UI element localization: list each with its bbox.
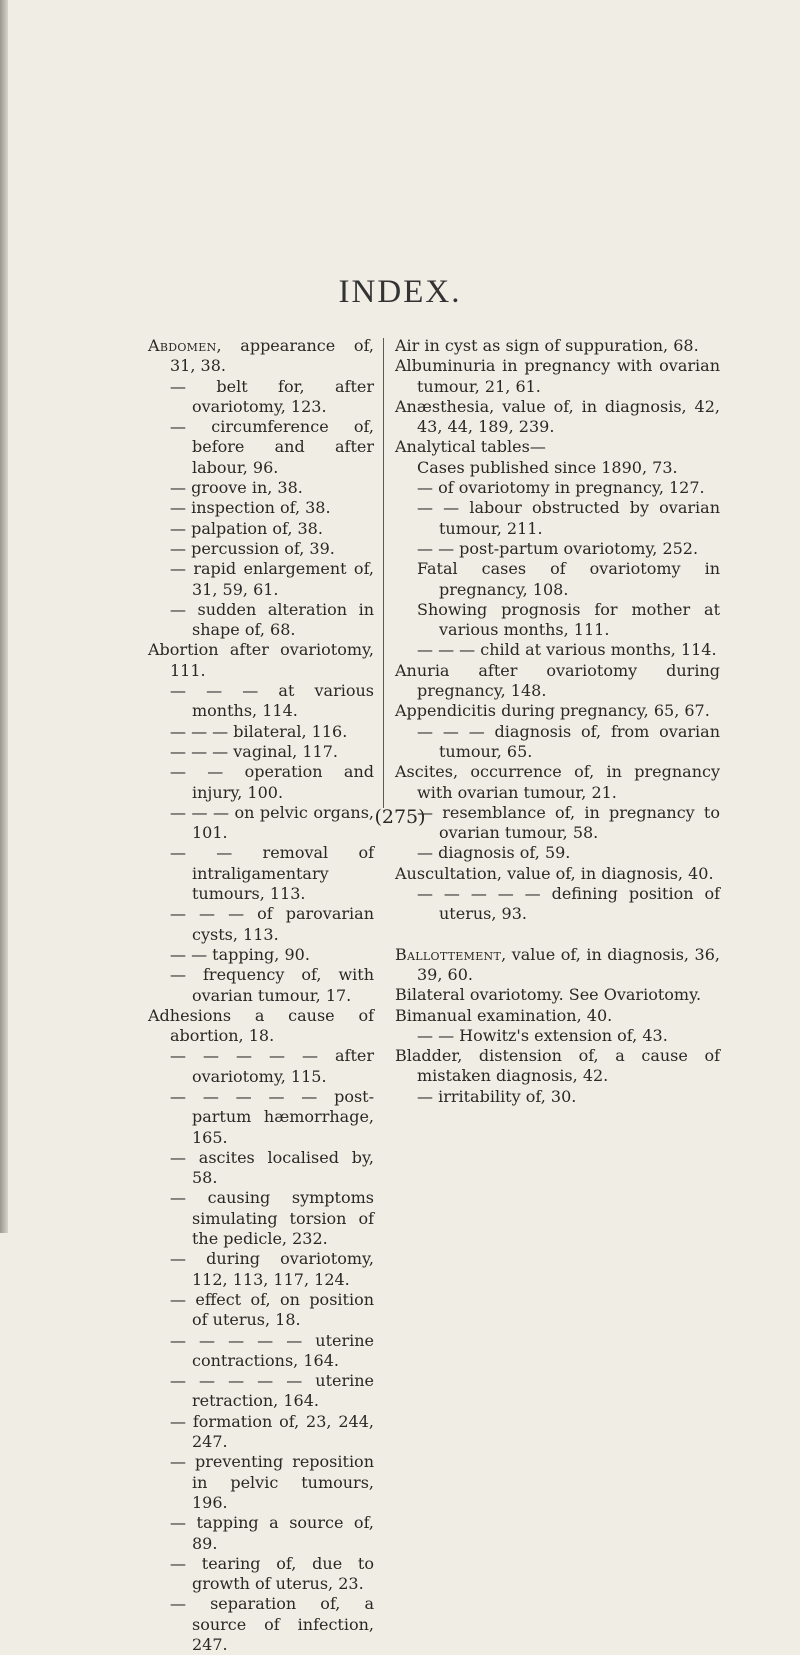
- index-entry: [395, 498, 720, 539]
- index-entry: [395, 1046, 720, 1087]
- index-entry-text: — — — — — post-partum hæmorrhage, 165.: [170, 1086, 374, 1147]
- index-entry-text: — palpation of, 38.: [170, 518, 323, 538]
- index-entry-text: — of ovariotomy in pregnancy, 127.: [417, 478, 705, 498]
- index-entry: [148, 640, 374, 681]
- index-entry: [148, 945, 374, 965]
- index-entry-text: — — — — — uterine retraction, 164.: [170, 1371, 374, 1411]
- index-entry: [148, 1148, 374, 1189]
- index-entry-text: — — — on pelvic organs, 101.: [170, 802, 374, 843]
- index-entry: [395, 945, 720, 986]
- index-entry: [148, 478, 374, 498]
- index-gap: [395, 925, 720, 945]
- index-entry: [395, 1087, 720, 1107]
- index-entry: [148, 762, 374, 803]
- index-entry: [148, 1331, 374, 1372]
- index-entry-text: Bladder, distension of, a cause of mistaken diagnosis, 42.: [395, 1046, 720, 1086]
- index-entry-text: — — Howitz's extension of, 43.: [417, 1025, 668, 1045]
- index-entry-text: Anæsthesia, value of, in diagnosis, 42, 43, 44, 189, 239.: [395, 396, 720, 437]
- index-entry: [148, 377, 374, 418]
- index-entry-text: , appearance of, 31, 38.: [170, 336, 374, 376]
- index-entry-text: — resemblance of, in pregnancy to ovarian tumour, 58.: [417, 802, 720, 843]
- index-entry-text: Fatal cases of ovariotomy in pregnancy, 108.: [417, 559, 720, 599]
- index-entry-text: — — — — — after ovariotomy, 115.: [170, 1046, 374, 1086]
- index-entry-text: — — — — — defining position of uterus, 93.: [417, 884, 720, 924]
- index-entry: [395, 478, 720, 498]
- index-entry: [395, 437, 720, 457]
- index-entry-text: Air in cyst as sign of suppuration, 68.: [395, 336, 699, 355]
- index-entry: [148, 600, 374, 641]
- index-entry-text: — irritability of, 30.: [417, 1086, 577, 1106]
- index-entry-text: Abortion after ovariotomy, 111.: [148, 640, 374, 680]
- index-entry: [395, 1026, 720, 1046]
- index-entry-text: — effect of, on position of uterus, 18.: [170, 1289, 374, 1330]
- index-entry-text: Adhesions a cause of abortion, 18.: [148, 1005, 374, 1046]
- index-entry-text: Ascites, occurrence of, in pregnancy with ovarian tumour, 21.: [395, 762, 720, 802]
- index-entry: [395, 356, 720, 397]
- index-entry: [148, 1513, 374, 1554]
- index-column-right: [395, 336, 720, 1107]
- index-entry: [148, 681, 374, 722]
- index-entry-text: — — — diagnosis of, from ovarian tumour, 65.: [417, 721, 720, 761]
- index-entry: [395, 985, 720, 1005]
- index-entry: [148, 498, 374, 518]
- index-entry: [148, 904, 374, 945]
- index-entry: [395, 722, 720, 763]
- index-entry: [395, 539, 720, 559]
- index-entry: [148, 722, 374, 742]
- index-entry-text: Bilateral ovariotomy. See Ovariotomy.: [395, 985, 702, 1005]
- index-entry-text: Bimanual examination, 40.: [395, 1005, 613, 1025]
- index-entry-text: — ascites localised by, 58.: [170, 1147, 374, 1188]
- index-entry: [148, 1290, 374, 1331]
- index-entry-text: Analytical tables—: [395, 437, 546, 457]
- index-entry-text: — sudden alteration in shape of, 68.: [170, 599, 374, 640]
- page-number: (275): [374, 806, 426, 828]
- index-entry: [148, 1006, 374, 1047]
- index-entry-text: — — — at various months, 114.: [170, 681, 374, 721]
- page-title: INDEX.: [338, 274, 462, 310]
- index-entry-text: — preventing reposition in pelvic tumours, 196.: [170, 1452, 374, 1512]
- index-entry: [148, 965, 374, 1006]
- index-entry-text: — percussion of, 39.: [170, 538, 335, 558]
- index-entry-text: — frequency of, with ovarian tumour, 17.: [170, 965, 374, 1005]
- index-entry-text: — circumference of, before and after labour, 96.: [170, 417, 374, 477]
- index-entry: [148, 1371, 374, 1412]
- index-entry: [395, 884, 720, 925]
- index-entry: [395, 397, 720, 438]
- index-entry-text: — — — child at various months, 114.: [417, 640, 717, 660]
- index-entry-text: — — tapping, 90.: [170, 944, 310, 964]
- index-entry: [148, 1554, 374, 1595]
- index-entry: [148, 1046, 374, 1087]
- index-entry: [395, 762, 720, 803]
- index-entry: [395, 864, 720, 884]
- index-entry-text: — groove in, 38.: [170, 478, 303, 498]
- index-entry-text: — tapping a source of, 89.: [170, 1513, 374, 1553]
- index-entry: [395, 701, 720, 721]
- index-entry-text: — during ovariotomy, 112, 113, 117, 124.: [170, 1249, 374, 1289]
- page-edge-shadow: [0, 0, 8, 1233]
- index-entry: [148, 1412, 374, 1453]
- index-entry: [148, 1188, 374, 1249]
- index-entry: [148, 539, 374, 559]
- index-entry-text: — — — vaginal, 117.: [170, 741, 338, 761]
- index-entry: [395, 458, 720, 478]
- index-entry: [148, 417, 374, 478]
- index-entry-text: — rapid enlargement of, 31, 59, 61.: [170, 559, 374, 599]
- index-entry: [148, 1452, 374, 1513]
- index-entry-text: — — operation and injury, 100.: [170, 762, 374, 802]
- index-entry: [148, 1087, 374, 1148]
- index-entry-text: — — post-partum ovariotomy, 252.: [417, 538, 699, 558]
- index-entry: [148, 1249, 374, 1290]
- index-entry: [395, 336, 720, 356]
- index-entry: [395, 661, 720, 702]
- index-entry: [148, 1594, 374, 1655]
- index-entry: [395, 600, 720, 641]
- index-entry: [395, 1006, 720, 1026]
- index-entry: [148, 742, 374, 762]
- index-entry-text: — inspection of, 38.: [170, 498, 331, 518]
- index-entry-text: , value of, in diagnosis, 36, 39, 60.: [417, 944, 720, 984]
- index-entry: [395, 843, 720, 863]
- index-heading-term: Abdomen: [148, 336, 217, 355]
- index-entry-text: Anuria after ovariotomy during pregnancy, 148.: [395, 660, 720, 701]
- index-column-left: [148, 336, 374, 1655]
- index-entry-text: — belt for, after ovariotomy, 123.: [170, 376, 374, 416]
- column-divider: [383, 338, 384, 808]
- index-entry-text: Auscultation, value of, in diagnosis, 40.: [395, 863, 714, 883]
- index-entry: [148, 336, 374, 377]
- index-entry: [395, 640, 720, 660]
- index-entry-text: Albuminuria in pregnancy with ovarian tumour, 21, 61.: [395, 356, 720, 396]
- index-entry-text: — — — — — uterine contractions, 164.: [170, 1330, 374, 1370]
- index-entry-text: — separation of, a source of infection, 247.: [170, 1594, 374, 1654]
- index-entry: [395, 559, 720, 600]
- index-entry-text: — diagnosis of, 59.: [417, 843, 571, 863]
- index-entry: [148, 843, 374, 904]
- index-entry-text: Cases published since 1890, 73.: [417, 457, 678, 477]
- index-entry-text: — causing symptoms simulating torsion of the pedicle, 232.: [170, 1188, 374, 1249]
- index-entry-text: — — removal of intraligamentary tumours, 113.: [170, 843, 374, 904]
- index-entry-text: — — labour obstructed by ovarian tumour, 211.: [417, 498, 720, 538]
- index-entry: [148, 559, 374, 600]
- index-entry-text: Showing prognosis for mother at various months, 111.: [417, 599, 720, 640]
- index-entry-text: — — — of parovarian cysts, 113.: [170, 904, 374, 944]
- index-heading-term: Ballottement: [395, 944, 502, 964]
- index-entry-text: Appendicitis during pregnancy, 65, 67.: [395, 701, 710, 721]
- index-entry-text: — — — bilateral, 116.: [170, 721, 348, 741]
- index-entry-text: — formation of, 23, 244, 247.: [170, 1411, 374, 1452]
- index-entry: [148, 519, 374, 539]
- index-entry-text: — tearing of, due to growth of uterus, 23.: [170, 1553, 374, 1594]
